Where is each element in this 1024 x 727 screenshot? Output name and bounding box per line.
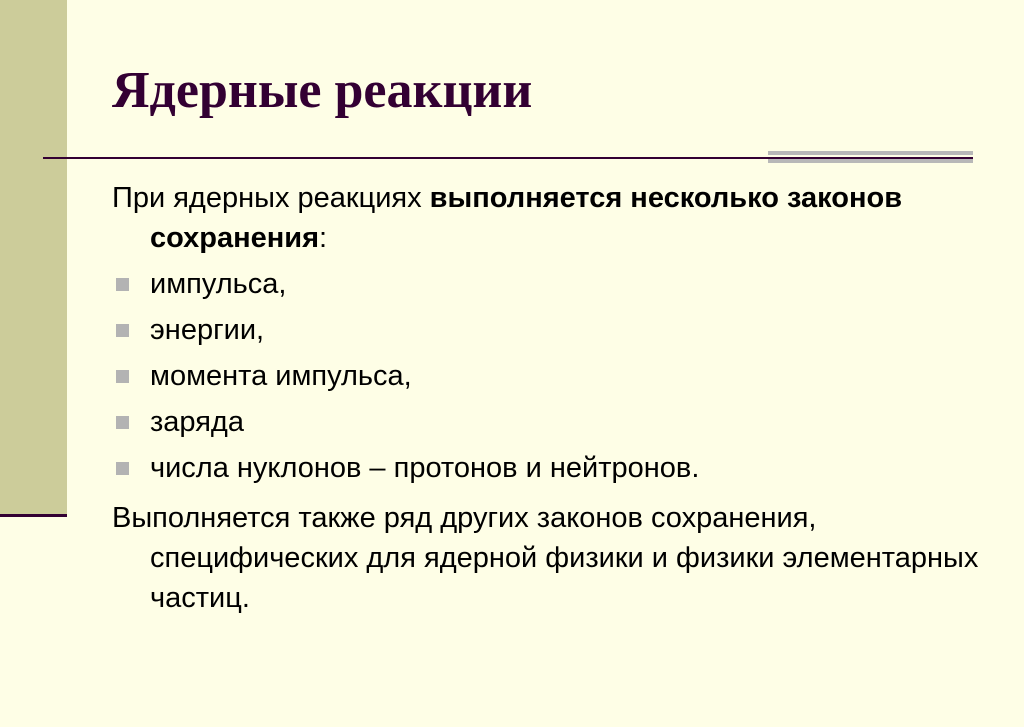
list-item-text: заряда <box>150 406 244 438</box>
square-bullet-icon <box>116 324 129 337</box>
list-item-text: импульса, <box>150 268 287 300</box>
list-item <box>112 402 992 448</box>
square-bullet-icon <box>116 278 129 291</box>
intro-paragraph <box>112 178 992 258</box>
list-item <box>112 264 992 310</box>
conservation-laws-list <box>112 264 992 494</box>
outro-paragraph: Выполняется также ряд других законов сохранения, специфических для ядерной физики и физики элементарных частиц. <box>112 502 979 614</box>
list-item-text: энергии, <box>150 314 265 346</box>
decorative-side-bar <box>0 0 67 516</box>
divider-accent <box>768 151 973 167</box>
list-item-text: момента импульса, <box>150 360 412 392</box>
square-bullet-icon <box>116 462 129 475</box>
intro-bold-text: выполняется несколько законов сохранения <box>150 182 903 254</box>
square-bullet-icon <box>116 370 129 383</box>
slide-body <box>112 178 992 624</box>
intro-colon: : <box>319 222 328 254</box>
list-item <box>112 356 992 402</box>
square-bullet-icon <box>116 416 129 429</box>
side-bar-underline <box>0 514 67 517</box>
list-item <box>112 310 992 356</box>
slide-title: Ядерные реакции <box>112 62 533 119</box>
intro-text: При ядерных реакциях <box>112 182 430 214</box>
list-item-text: числа нуклонов – протонов и нейтронов. <box>150 452 700 484</box>
list-item <box>112 448 992 494</box>
